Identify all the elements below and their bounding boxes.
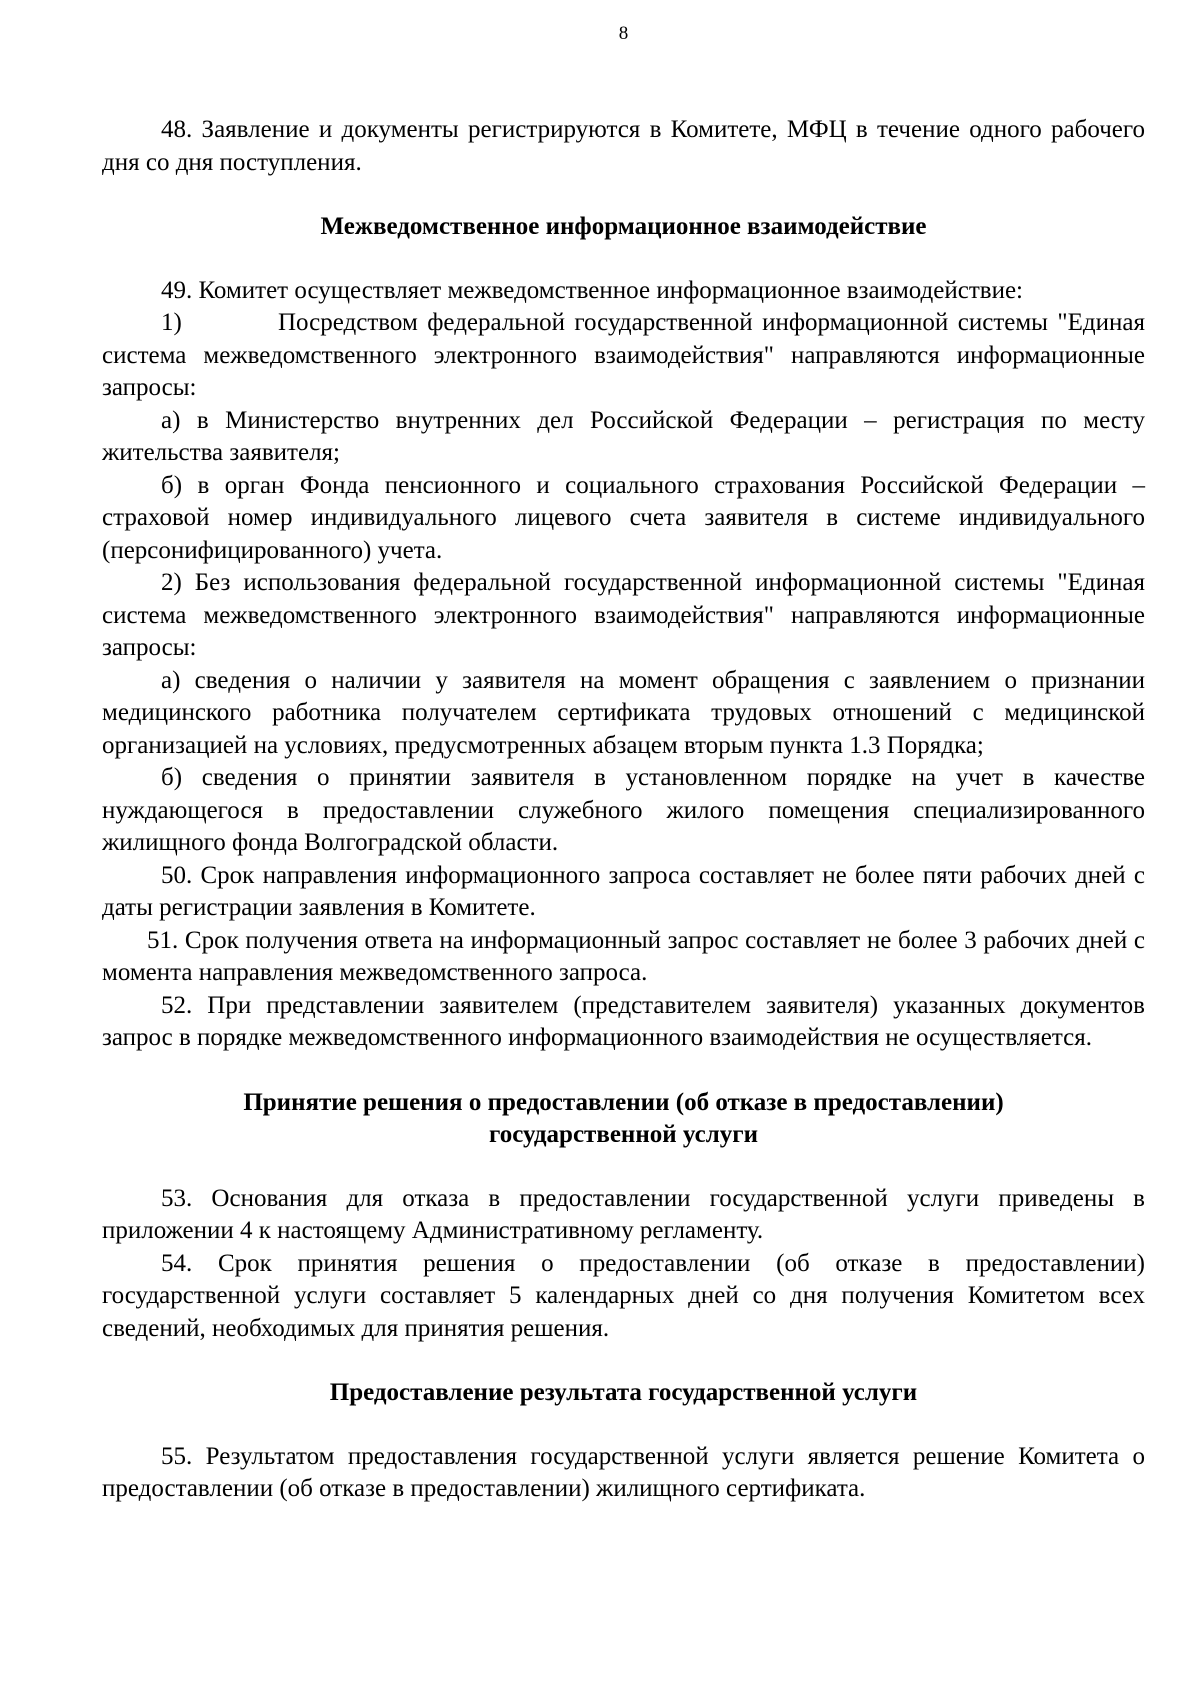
spacer [102, 244, 1145, 275]
paragraph-55: 55. Результатом предоставления государственной услуги является решение Комитета о предоставлении (об отказе в предоставлении) жилищного сертификата. [102, 1442, 1145, 1502]
spacer [102, 1345, 1145, 1377]
paragraph-49-1-a: а) в Министерство внутренних дел Российской Федерации – регистрация по месту жительства заявителя; [102, 406, 1145, 466]
item-text: Посредством федеральной государственной информационной системы "Единая система межведомственного электронного взаимодействия" направляются информационные запросы: [102, 309, 1145, 401]
paragraph-51: 51. Срок получения ответа на информационный запрос составляет не более 3 рабочих дней с момента направления межведомственного запроса. [102, 926, 1145, 986]
paragraph-50: 50. Срок направления информационного запроса составляет не более пяти рабочих дней с даты регистрации заявления в Комитете. [102, 861, 1145, 921]
paragraph-53: 53. Основания для отказа в предоставлении государственной услуги приведены в приложении 4 к настоящему Административному регламенту. [102, 1184, 1145, 1244]
paragraph-49-2-b: б) сведения о принятии заявителя в установленном порядке на учет в качестве нуждающегося в предоставлении служебного жилого помещения специализированного жилищного фонда Волгоградской области. [102, 764, 1145, 856]
page-number: 8 [618, 23, 629, 44]
paragraph-54: 54. Срок принятия решения о предоставлении (об отказе в предоставлении) государственной услуги составляет 5 календарных дней со дня получения Комитетом всех сведений, необходимых для принятия решения. [102, 1249, 1145, 1342]
spacer [102, 179, 1145, 211]
paragraph-49-2: 2) Без использования федеральной государственной информационной системы "Единая система межведомственного электронного взаимодействия" направляются информационные запросы: [102, 569, 1145, 661]
paragraph-49-1-b: б) в орган Фонда пенсионного и социального страхования Российской Федерации – страховой номер индивидуального лицевого счета заявителя в системе индивидуального (персонифицированного) учета. [102, 471, 1145, 564]
section-heading-result: Предоставление результата государственной услуги [329, 1379, 918, 1406]
spacer [102, 1152, 1145, 1183]
paragraph-48: 48. Заявление и документы регистрируются в Комитете, МФЦ в течение одного рабочего дня со дня поступления. [102, 116, 1145, 176]
document-body [102, 114, 1145, 1506]
section-heading-interagency: Межведомственное информационное взаимодействие [320, 213, 927, 240]
heading-line: государственной услуги [488, 1121, 759, 1148]
paragraph-49-1 [102, 307, 1145, 405]
section-heading-decision [102, 1087, 1145, 1152]
spacer [102, 1410, 1145, 1441]
item-number: 1) [161, 309, 182, 336]
paragraph-52: 52. При представлении заявителем (представителем заявителя) указанных документов запрос в порядке межведомственного информационного взаимодействия не осуществляется. [102, 991, 1145, 1051]
spacer [102, 1055, 1145, 1087]
paragraph-49: 49. Комитет осуществляет межведомственное информационное взаимодействие: [161, 276, 1023, 304]
document-page [102, 0, 1145, 1697]
heading-line: Принятие решения о предоставлении (об отказе в предоставлении) [243, 1088, 1004, 1116]
paragraph-49-2-a: а) сведения о наличии у заявителя на момент обращения с заявлением о признании медицинского работника получателем сертификата трудовых отношений с медицинской организацией на условиях, предусмотренных абзацем вторым пункта 1.3 Порядка; [102, 666, 1145, 759]
